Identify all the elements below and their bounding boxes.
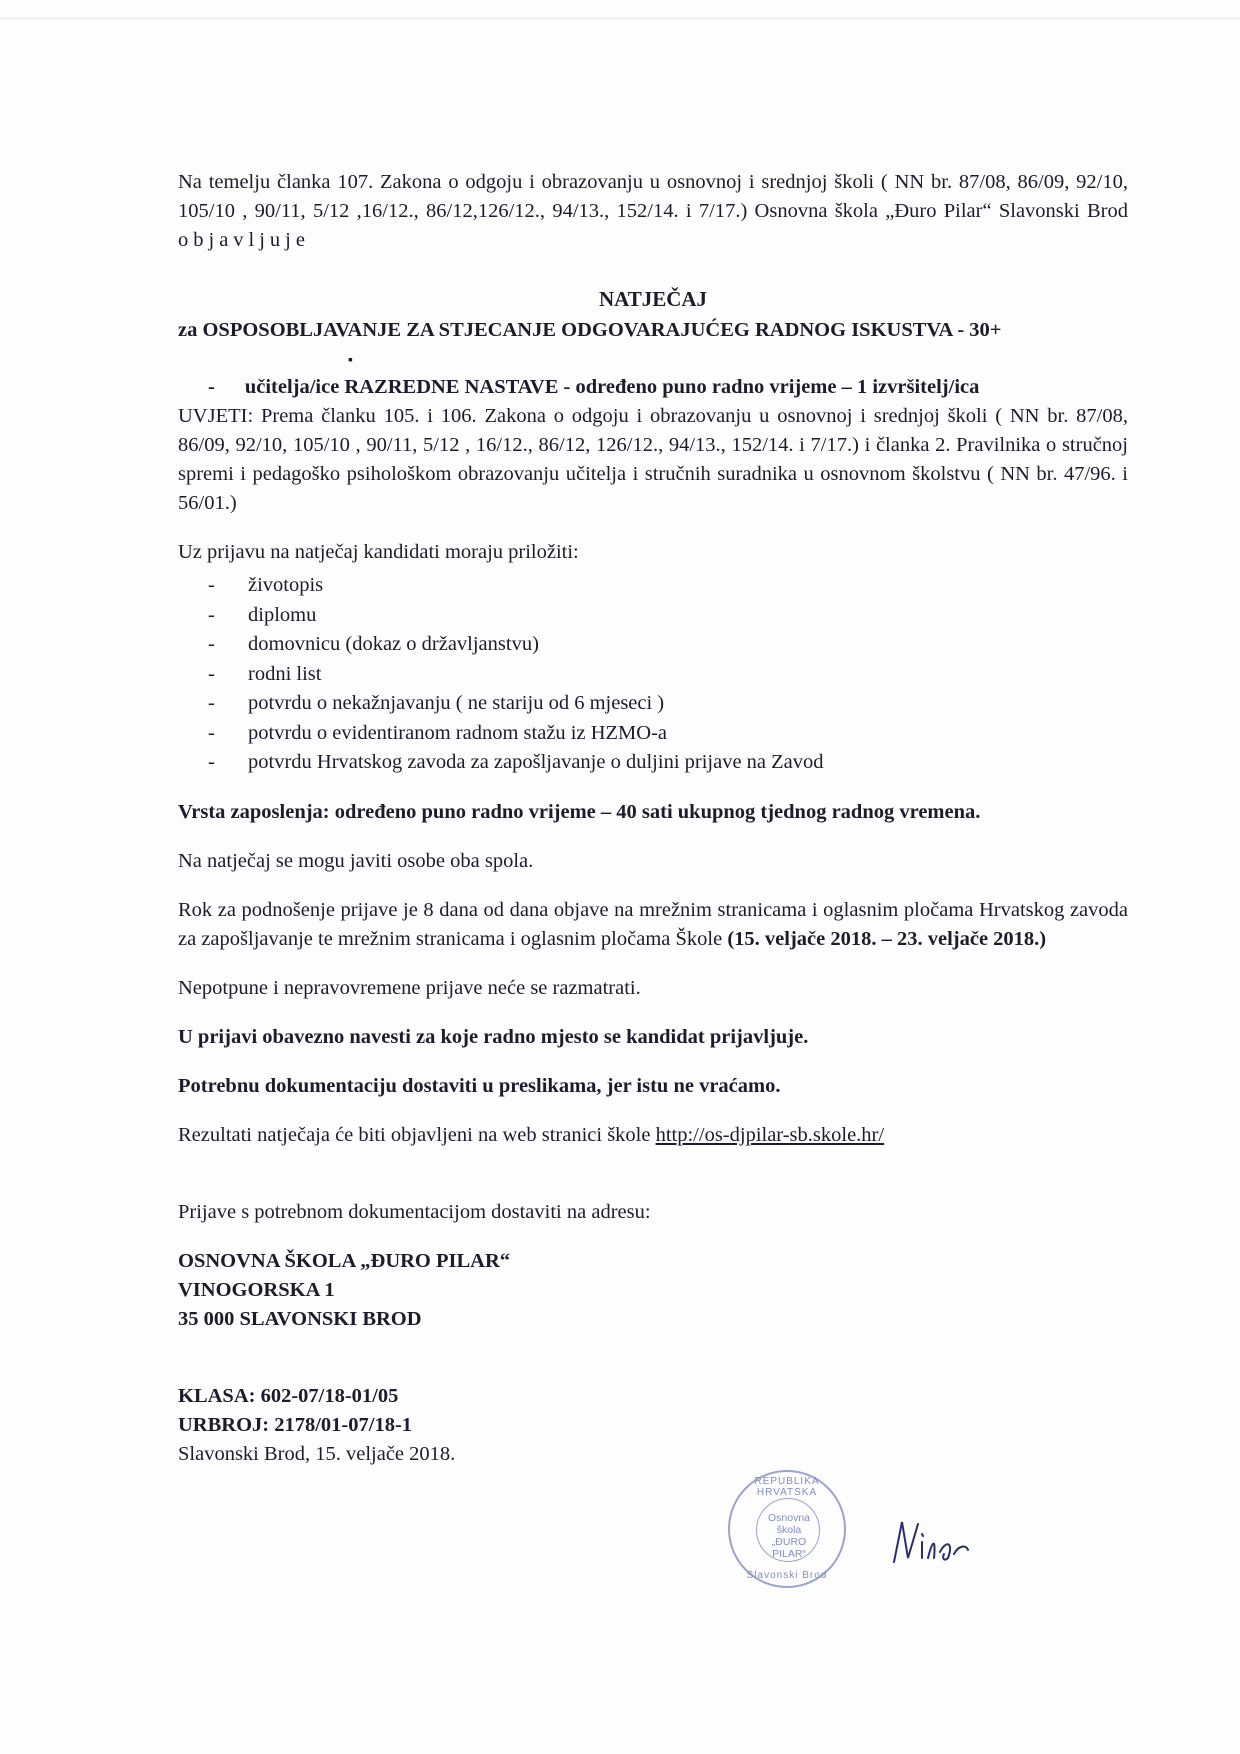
mandatory-note: U prijavi obavezno navesti za koje radno mjesto se kandidat prijavljuje. [178,1025,809,1048]
deadline-text: Rok za podnošenje prijave je 8 dana od dana objave na mrežnim stranicama i oglasnim pločama Hrvatskog zavoda za zapošljavanje te mrežnim stranicama i oglasnim pločama Škole [178,898,1128,950]
attachments-list [208,571,1128,778]
school-stamp [728,1470,846,1588]
intro-text: Na temelju članka 107. Zakona o odgoju i obrazovanju u osnovnoj i srednjoj školi ( NN br. 87/08, 86/09, 92/10, 105/10 , 90/11, 5/12 ,16/12., 86/12,126/12., 94/13., 152/14. i 7/17.) Osnovna škola „Đuro Pilar“ Slavonski Brod [178,171,1128,222]
place-date: Slavonski Brod, 15. veljače 2018. [178,1442,456,1465]
document-body [178,168,1128,1469]
list-item: - rodni list [208,662,322,685]
klasa: KLASA: 602-07/18-01/05 [178,1384,399,1407]
address-line: VINOGORSKA 1 [178,1278,335,1301]
list-item: - potvrdu o evidentiranom radnom stažu iz HZMO-a [208,721,667,744]
list-item: - potvrdu Hrvatskog zavoda za zapošljavanje o duljini prijave na Zavod [208,751,824,773]
address-line: OSNOVNA ŠKOLA „ĐURO PILAR“ [178,1249,511,1272]
stamp-center: Osnovna škola „ĐURO PILAR“ [767,1512,811,1560]
reference-block [178,1382,1128,1469]
address-line: 35 000 SLAVONSKI BROD [178,1307,422,1330]
stamp-ring-bottom: Slavonski Brod [746,1570,828,1581]
list-item: - domovnicu (dokaz o državljanstvu) [208,633,539,655]
notice-title: NATJEČAJ [598,287,708,311]
address-block [178,1247,1128,1334]
bullet-mark: ▪ [348,353,353,368]
scan-edge-line [0,18,1240,19]
intro-paragraph [178,168,1128,255]
deadline-paragraph [178,896,1128,954]
employment-type: Vrsta zaposlenja: određeno puno radno vrijeme – 40 sati ukupnog tjednog radnog vremena. [178,800,981,823]
conditions-paragraph: UVJETI: Prema članku 105. i 106. Zakona o odgoju i obrazovanju u osnovnoj i srednjoj školi ( NN br. 87/08, 86/09, 92/10, 105/10 , 90/11, 5/12 , 16/12., 86/12, 126/12., 94/13., 152/14. i 7/17.) i članka 2. Pravilnika o stručnoj spremi i pedagoško psihološkom obrazovanju učitelja i stručnih suradnika u osnovnom školstvu ( NN br. 47/96. i 56/01.) [178,405,1128,514]
incomplete-note: Nepotpune i nepravovremene prijave neće se razmatrati. [178,976,641,999]
list-item: - životopis [208,574,324,596]
stamp-ring-top: REPUBLIKA HRVATSKA [754,1476,820,1498]
intro-verb: objavljuje [178,229,310,251]
results-link[interactable]: http://os-djpilar-sb.skole.hr/ [655,1123,885,1146]
list-item: - diplomu [208,603,317,626]
position-text: učitelja/ice RAZREDNE NASTAVE - određeno puno radno vrijeme – 1 izvršitelj/ica [244,376,980,398]
position-dash: - [208,376,215,398]
results-text: Rezultati natječaja će biti objavljeni na web stranici škole [178,1123,651,1146]
attachments-intro: Uz prijavu na natječaj kandidati moraju priložiti: [178,541,579,563]
notice-subtitle: za OSPOSOBLJAVANJE ZA STJECANJE ODGOVARAJUĆEG RADNOG ISKUSTVA - 30+ [178,319,1002,341]
urbroj: URBROJ: 2178/01-07/18-1 [178,1413,413,1436]
results-paragraph [178,1121,1128,1150]
both-genders-note: Na natječaj se mogu javiti osobe oba spola. [178,849,534,872]
send-to-text: Prijave s potrebnom dokumentacijom dostaviti na adresu: [178,1200,651,1223]
list-item: - potvrdu o nekažnjavanju ( ne stariju od 6 mjeseci ) [208,692,665,714]
signature-mark [888,1512,978,1572]
deadline-dates: (15. veljače 2018. – 23. veljače 2018.) [727,927,1047,950]
copies-note: Potrebnu dokumentaciju dostaviti u preslikama, jer istu ne vraćamo. [178,1074,781,1097]
position-line [208,373,1128,402]
